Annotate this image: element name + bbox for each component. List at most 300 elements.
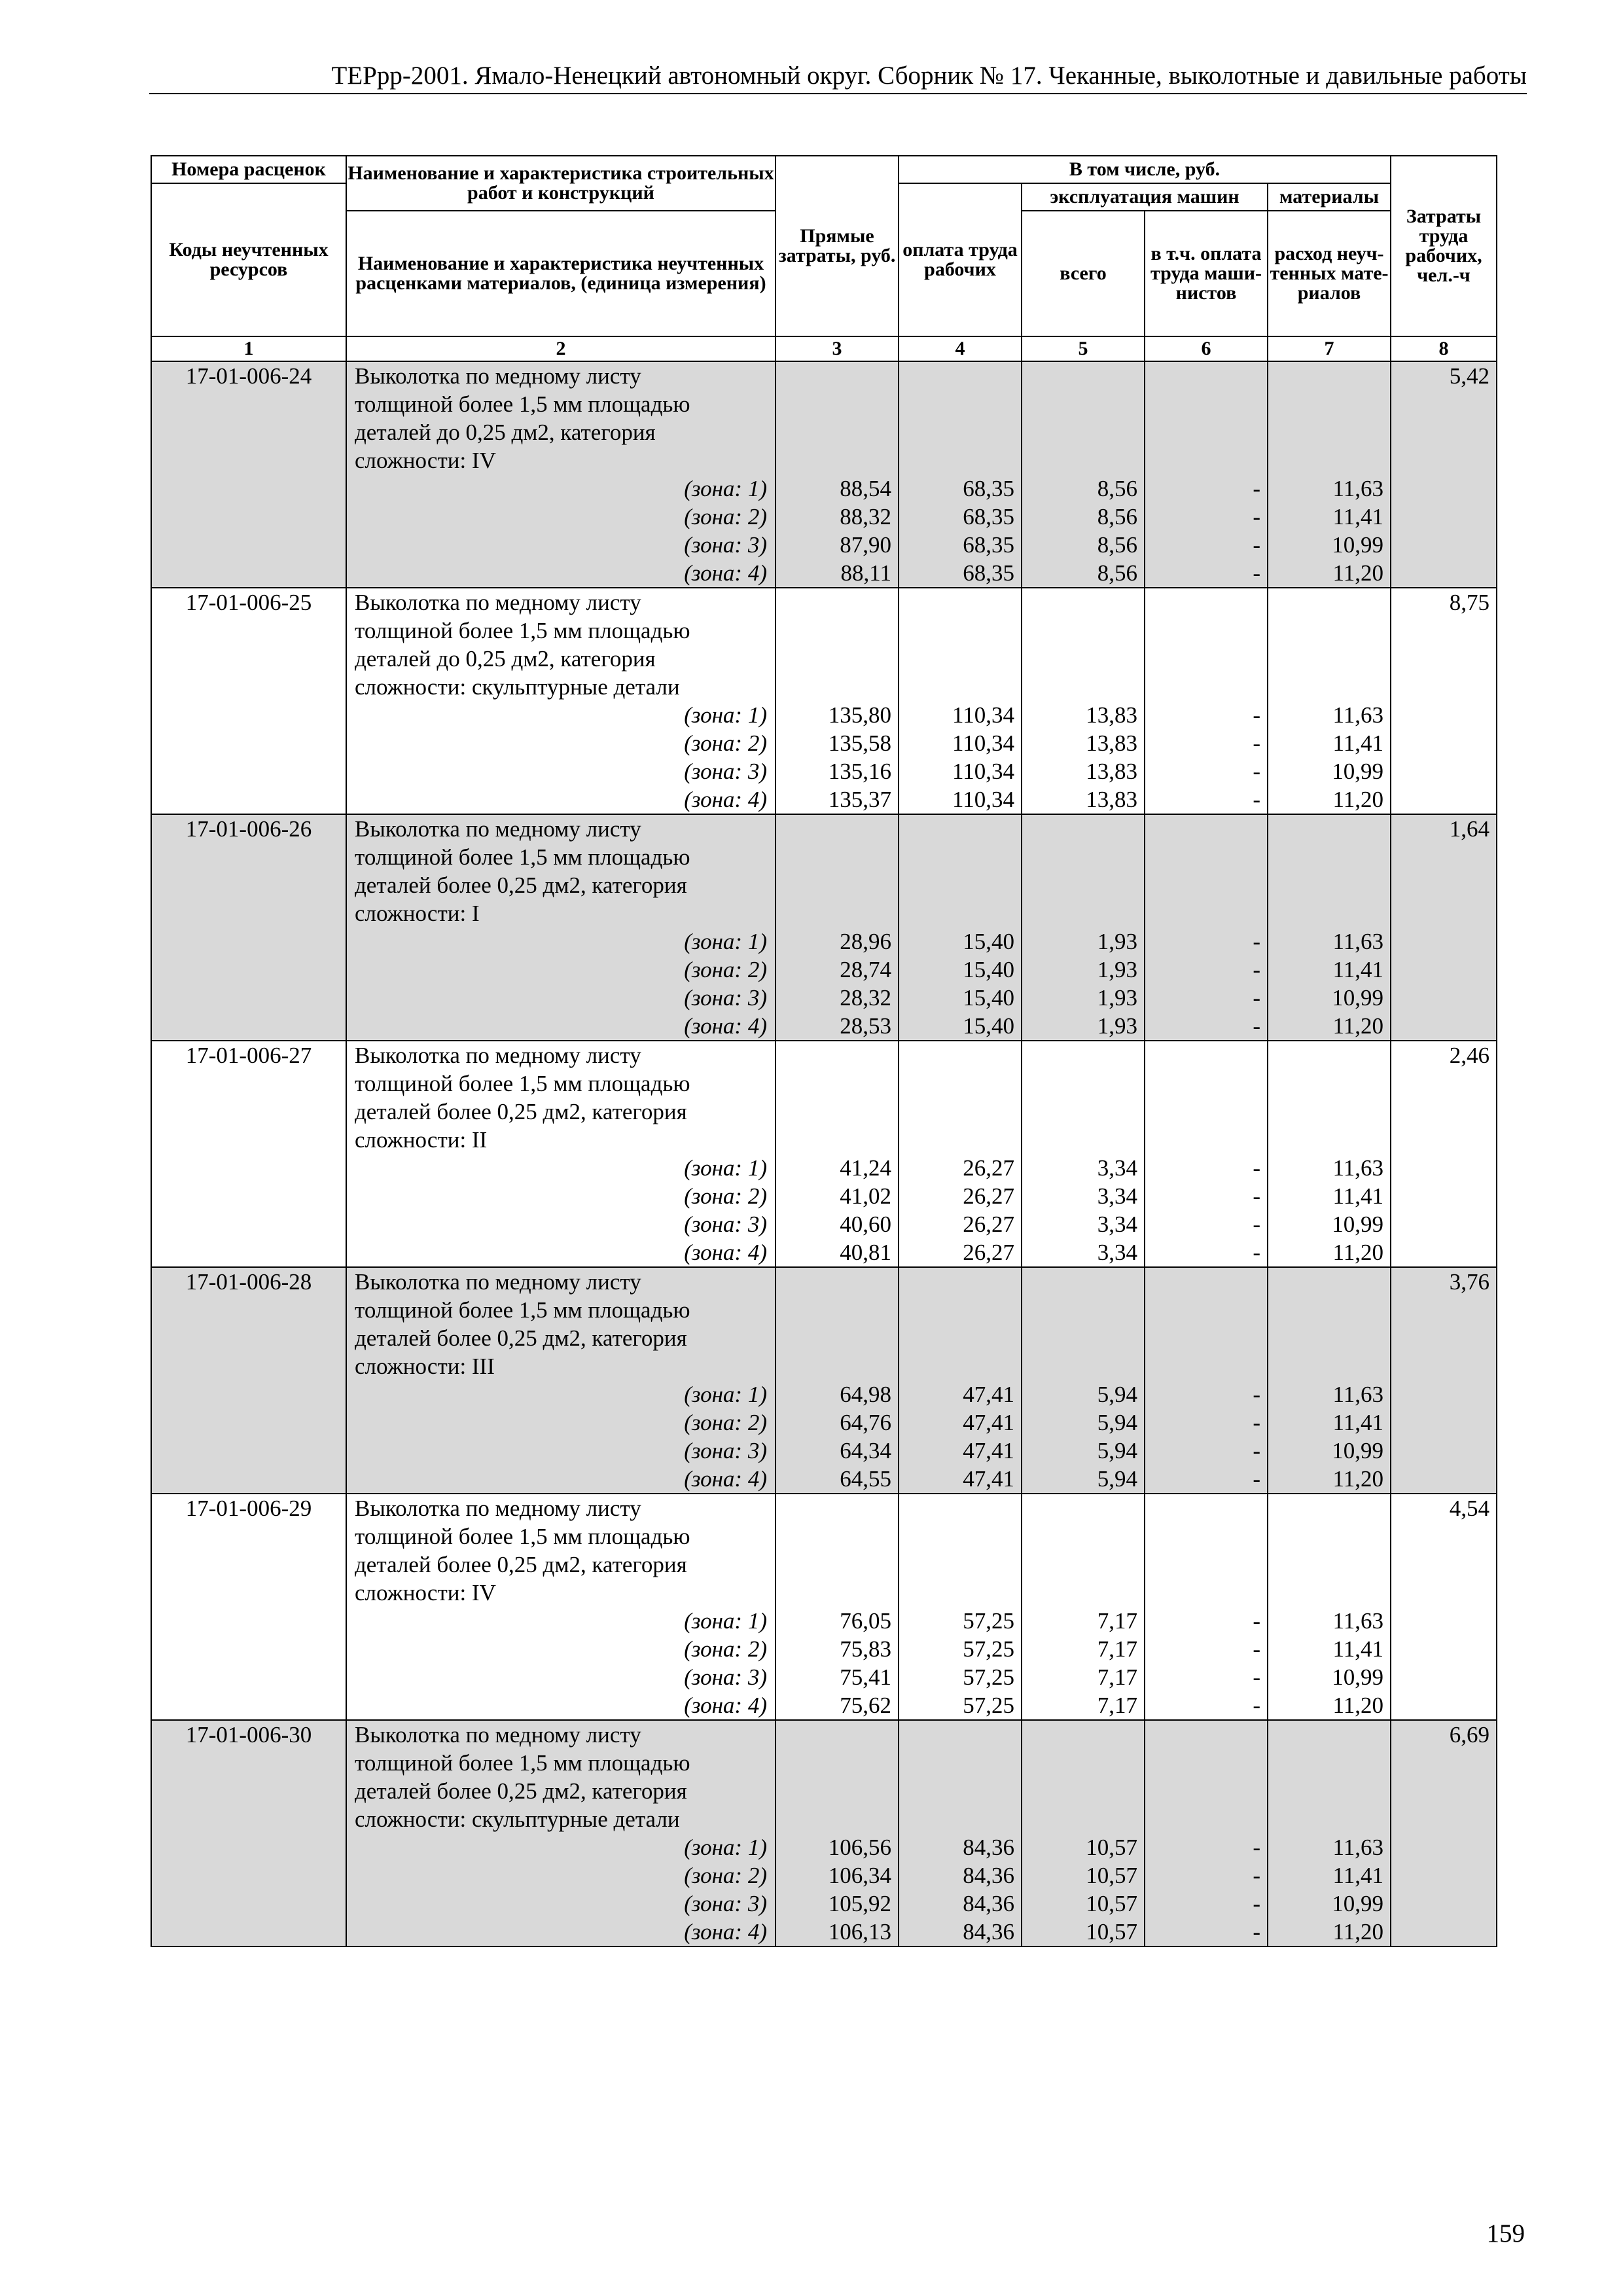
blank-spacer [1268, 1494, 1383, 1607]
description-line: деталей более 0,25 дм2, категория [355, 1552, 687, 1577]
direct-cost-value: 135,16 [828, 759, 891, 784]
machines-total-value: 3,34 [1097, 1240, 1137, 1265]
operator-wages-value: - [1253, 1693, 1260, 1718]
zone-label: (зона: 4) [684, 1240, 767, 1265]
labor-cost-value: 1,64 [1391, 814, 1497, 1041]
description-line: деталей более 0,25 дм2, категория [355, 1099, 687, 1124]
direct-cost-value-cell [776, 361, 899, 588]
machines-total-value: 10,57 [1086, 1891, 1137, 1916]
worker-wages-value: 110,34 [952, 730, 1014, 756]
machines-total-value-cell [1022, 361, 1145, 588]
zone-label: (зона: 1) [684, 1835, 767, 1860]
operator-wages-value-cell [1145, 1720, 1268, 1946]
description-line: Выколотка по медному листу [355, 1722, 641, 1748]
operator-wages-value: - [1253, 1891, 1260, 1916]
operator-wages-value: - [1253, 1664, 1260, 1690]
machines-total-value: 8,56 [1097, 476, 1137, 501]
operator-wages-value: - [1253, 1835, 1260, 1860]
material-consumption-value: 11,20 [1332, 1919, 1383, 1945]
rate-code: 17-01-006-29 [151, 1494, 346, 1720]
operator-wages-value: - [1253, 1211, 1260, 1237]
worker-wages-value: 68,35 [963, 504, 1014, 529]
operator-wages-value: - [1253, 787, 1260, 812]
description-line: толщиной более 1,5 мм площадью [355, 1524, 690, 1549]
direct-cost-value: 88,32 [840, 504, 891, 529]
table-row [151, 588, 1497, 814]
material-consumption-value: 11,41 [1332, 1863, 1383, 1888]
operator-wages-value-cell [1145, 1041, 1268, 1267]
material-consumption-value: 11,63 [1332, 1155, 1383, 1181]
machines-total-value: 7,17 [1097, 1664, 1137, 1690]
column-number: 3 [776, 336, 899, 361]
operator-wages-value-cell [1145, 588, 1268, 814]
page-header: ТЕРрр-2001. Ямало-Ненецкий автономный округ. Сборник № 17. Чеканные, выколотные и давильные работы [149, 60, 1527, 94]
operator-wages-value: - [1253, 1636, 1260, 1662]
operator-wages-value: - [1253, 702, 1260, 728]
machines-total-value: 5,94 [1097, 1466, 1137, 1492]
description-line: Выколотка по медному листу [355, 1043, 641, 1068]
direct-cost-value-cell [776, 814, 899, 1041]
header-materials: материалы [1268, 183, 1391, 211]
rate-description [346, 1494, 776, 1720]
direct-cost-value: 75,41 [840, 1664, 891, 1690]
worker-wages-value: 26,27 [963, 1240, 1014, 1265]
material-consumption-value: 10,99 [1332, 532, 1383, 558]
zone-label: (зона: 3) [684, 532, 767, 558]
operator-wages-value: - [1253, 1466, 1260, 1492]
blank-spacer [1145, 1494, 1260, 1607]
machines-total-value: 3,34 [1097, 1155, 1137, 1181]
column-number: 8 [1391, 336, 1497, 361]
direct-cost-value: 28,74 [840, 957, 891, 982]
header-labor-costs: Затраты труда рабочих, чел.-ч [1391, 156, 1497, 336]
zone-label: (зона: 2) [684, 1183, 767, 1209]
operator-wages-value-cell [1145, 1267, 1268, 1494]
worker-wages-value: 47,41 [963, 1466, 1014, 1492]
blank-spacer [776, 1721, 891, 1833]
machines-total-value: 7,17 [1097, 1693, 1137, 1718]
material-consumption-value: 11,41 [1332, 1183, 1383, 1209]
material-consumption-value: 11,63 [1332, 1608, 1383, 1634]
zone-label: (зона: 4) [684, 1013, 767, 1039]
direct-cost-value: 40,81 [840, 1240, 891, 1265]
material-consumption-value: 10,99 [1332, 1664, 1383, 1690]
machines-total-value: 7,17 [1097, 1608, 1137, 1634]
material-consumption-value: 11,41 [1332, 1636, 1383, 1662]
zone-label: (зона: 4) [684, 1693, 767, 1718]
direct-cost-value: 41,02 [840, 1183, 891, 1209]
machines-total-value: 5,94 [1097, 1410, 1137, 1435]
direct-cost-value: 75,62 [840, 1693, 891, 1718]
blank-spacer [899, 1494, 1014, 1607]
table-row [151, 1041, 1497, 1267]
operator-wages-value: - [1253, 1013, 1260, 1039]
direct-cost-value-cell [776, 1494, 899, 1720]
direct-cost-value: 76,05 [840, 1608, 891, 1634]
worker-wages-value: 57,25 [963, 1636, 1014, 1662]
machines-total-value: 8,56 [1097, 504, 1137, 529]
blank-spacer [1145, 815, 1260, 927]
material-consumption-value: 11,41 [1332, 1410, 1383, 1435]
blank-spacer [899, 362, 1014, 475]
header-including: В том числе, руб. [899, 156, 1391, 183]
zone-label: (зона: 1) [684, 1382, 767, 1407]
blank-spacer [899, 1268, 1014, 1380]
machines-total-value: 7,17 [1097, 1636, 1137, 1662]
zone-label: (зона: 2) [684, 1636, 767, 1662]
direct-cost-value: 105,92 [828, 1891, 891, 1916]
worker-wages-value: 47,41 [963, 1438, 1014, 1463]
worker-wages-value: 47,41 [963, 1382, 1014, 1407]
labor-cost-value: 4,54 [1391, 1494, 1497, 1720]
material-consumption-value-cell [1268, 361, 1391, 588]
blank-spacer [776, 362, 891, 475]
blank-spacer [1145, 1721, 1260, 1833]
table-row [151, 814, 1497, 1041]
direct-cost-value-cell [776, 1267, 899, 1494]
operator-wages-value: - [1253, 504, 1260, 529]
labor-cost-value: 8,75 [1391, 588, 1497, 814]
blank-spacer [1022, 588, 1137, 701]
zone-label: (зона: 3) [684, 1891, 767, 1916]
worker-wages-value: 84,36 [963, 1891, 1014, 1916]
zone-label: (зона: 4) [684, 560, 767, 586]
column-number: 4 [899, 336, 1022, 361]
blank-spacer [1022, 1041, 1137, 1154]
direct-cost-value: 64,34 [840, 1438, 891, 1463]
zone-label: (зона: 1) [684, 1155, 767, 1181]
worker-wages-value-cell [899, 588, 1022, 814]
material-consumption-value: 11,63 [1332, 476, 1383, 501]
worker-wages-value: 84,36 [963, 1919, 1014, 1945]
machines-total-value: 5,94 [1097, 1382, 1137, 1407]
worker-wages-value: 57,25 [963, 1608, 1014, 1634]
header-unaccounted-materials-name: Наименование и характеристика неучтенных расценками материалов, (единица измерения) [346, 211, 776, 336]
operator-wages-value: - [1253, 1608, 1260, 1634]
material-consumption-value-cell [1268, 1720, 1391, 1946]
machines-total-value: 13,83 [1086, 702, 1137, 728]
table-row [151, 1494, 1497, 1720]
material-consumption-value-cell [1268, 588, 1391, 814]
direct-cost-value: 64,98 [840, 1382, 891, 1407]
machines-total-value-cell [1022, 1494, 1145, 1720]
description-line: толщиной более 1,5 мм площадью [355, 1071, 690, 1096]
material-consumption-value: 11,63 [1332, 702, 1383, 728]
material-consumption-value-cell [1268, 1041, 1391, 1267]
material-consumption-value: 11,41 [1332, 504, 1383, 529]
direct-cost-value: 64,55 [840, 1466, 891, 1492]
operator-wages-value: - [1253, 1183, 1260, 1209]
machines-total-value-cell [1022, 814, 1145, 1041]
header-worker-wages: оплата труда рабочих [899, 183, 1022, 336]
worker-wages-value: 57,25 [963, 1693, 1014, 1718]
blank-spacer [1145, 588, 1260, 701]
worker-wages-value: 57,25 [963, 1664, 1014, 1690]
machines-total-value: 1,93 [1097, 1013, 1137, 1039]
zone-label: (зона: 4) [684, 787, 767, 812]
labor-cost-value: 2,46 [1391, 1041, 1497, 1267]
worker-wages-value-cell [899, 361, 1022, 588]
rate-code: 17-01-006-24 [151, 361, 346, 588]
direct-cost-value: 106,34 [828, 1863, 891, 1888]
description-line: сложности: скульптурные детали [355, 1806, 680, 1832]
operator-wages-value: - [1253, 730, 1260, 756]
description-line: сложности: скульптурные детали [355, 674, 680, 700]
material-consumption-value: 10,99 [1332, 1891, 1383, 1916]
rate-description [346, 1720, 776, 1946]
blank-spacer [1145, 362, 1260, 475]
material-consumption-value: 11,20 [1332, 1013, 1383, 1039]
labor-cost-value: 3,76 [1391, 1267, 1497, 1494]
header-direct-costs: Прямые затраты, руб. [776, 156, 899, 336]
blank-spacer [1145, 1041, 1260, 1154]
worker-wages-value-cell [899, 1267, 1022, 1494]
machines-total-value-cell [1022, 588, 1145, 814]
operator-wages-value: - [1253, 1919, 1260, 1945]
worker-wages-value: 15,40 [963, 957, 1014, 982]
column-number: 5 [1022, 336, 1145, 361]
header-machines-total: всего [1022, 211, 1145, 336]
material-consumption-value: 11,63 [1332, 929, 1383, 954]
material-consumption-value: 11,20 [1332, 560, 1383, 586]
worker-wages-value: 110,34 [952, 702, 1014, 728]
zone-label: (зона: 3) [684, 1664, 767, 1690]
rate-code: 17-01-006-30 [151, 1720, 346, 1946]
operator-wages-value: - [1253, 759, 1260, 784]
operator-wages-value: - [1253, 1410, 1260, 1435]
blank-spacer [899, 1041, 1014, 1154]
worker-wages-value: 68,35 [963, 476, 1014, 501]
rate-code: 17-01-006-27 [151, 1041, 346, 1267]
operator-wages-value: - [1253, 929, 1260, 954]
direct-cost-value: 135,80 [828, 702, 891, 728]
blank-spacer [899, 588, 1014, 701]
header-work-name: Наименование и характеристика строительных работ и конструкций [346, 156, 776, 211]
blank-spacer [1268, 1721, 1383, 1833]
operator-wages-value: - [1253, 1155, 1260, 1181]
rate-description [346, 1041, 776, 1267]
zone-label: (зона: 1) [684, 702, 767, 728]
worker-wages-value: 84,36 [963, 1835, 1014, 1860]
description-line: Выколотка по медному листу [355, 1496, 641, 1521]
material-consumption-value: 10,99 [1332, 1438, 1383, 1463]
direct-cost-value: 135,58 [828, 730, 891, 756]
machines-total-value: 3,34 [1097, 1211, 1137, 1237]
operator-wages-value: - [1253, 985, 1260, 1011]
header-machine-operation: эксплуатация машин [1022, 183, 1268, 211]
column-number: 2 [346, 336, 776, 361]
operator-wages-value: - [1253, 560, 1260, 586]
blank-spacer [1022, 1268, 1137, 1380]
worker-wages-value-cell [899, 814, 1022, 1041]
operator-wages-value: - [1253, 1382, 1260, 1407]
worker-wages-value: 68,35 [963, 560, 1014, 586]
machines-total-value: 8,56 [1097, 560, 1137, 586]
machines-total-value: 10,57 [1086, 1863, 1137, 1888]
column-number: 1 [151, 336, 346, 361]
labor-cost-value: 5,42 [1391, 361, 1497, 588]
worker-wages-value: 15,40 [963, 1013, 1014, 1039]
zone-label: (зона: 2) [684, 957, 767, 982]
machines-total-value-cell [1022, 1720, 1145, 1946]
zone-label: (зона: 2) [684, 1863, 767, 1888]
worker-wages-value-cell [899, 1041, 1022, 1267]
direct-cost-value-cell [776, 588, 899, 814]
table-row [151, 1720, 1497, 1946]
description-line: деталей более 0,25 дм2, категория [355, 1325, 687, 1351]
labor-cost-value: 6,69 [1391, 1720, 1497, 1946]
direct-cost-value: 106,13 [828, 1919, 891, 1945]
blank-spacer [776, 815, 891, 927]
worker-wages-value-cell [899, 1720, 1022, 1946]
worker-wages-value: 26,27 [963, 1155, 1014, 1181]
blank-spacer [1268, 815, 1383, 927]
description-line: Выколотка по медному листу [355, 590, 641, 615]
rate-description [346, 814, 776, 1041]
description-line: сложности: II [355, 1127, 488, 1153]
zone-label: (зона: 4) [684, 1466, 767, 1492]
operator-wages-value-cell [1145, 814, 1268, 1041]
description-line: Выколотка по медному листу [355, 816, 641, 842]
zone-label: (зона: 3) [684, 985, 767, 1011]
description-line: толщиной более 1,5 мм площадью [355, 391, 690, 417]
description-line: деталей более 0,25 дм2, категория [355, 872, 687, 898]
operator-wages-value: - [1253, 476, 1260, 501]
machines-total-value: 13,83 [1086, 787, 1137, 812]
machines-total-value: 5,94 [1097, 1438, 1137, 1463]
zone-label: (зона: 4) [684, 1919, 767, 1945]
zone-label: (зона: 2) [684, 504, 767, 529]
table-header [151, 156, 1497, 361]
description-line: сложности: IV [355, 448, 496, 473]
blank-spacer [899, 815, 1014, 927]
rate-code: 17-01-006-26 [151, 814, 346, 1041]
description-line: толщиной более 1,5 мм площадью [355, 1750, 690, 1776]
operator-wages-value: - [1253, 1240, 1260, 1265]
direct-cost-value: 40,60 [840, 1211, 891, 1237]
direct-cost-value: 88,54 [840, 476, 891, 501]
zone-label: (зона: 2) [684, 1410, 767, 1435]
machines-total-value: 3,34 [1097, 1183, 1137, 1209]
material-consumption-value: 11,63 [1332, 1835, 1383, 1860]
direct-cost-value-cell [776, 1720, 899, 1946]
machines-total-value-cell [1022, 1041, 1145, 1267]
description-line: сложности: III [355, 1354, 495, 1379]
blank-spacer [1022, 362, 1137, 475]
worker-wages-value: 15,40 [963, 985, 1014, 1011]
rates-table [151, 155, 1497, 1947]
material-consumption-value: 11,41 [1332, 730, 1383, 756]
operator-wages-value: - [1253, 957, 1260, 982]
worker-wages-value: 26,27 [963, 1211, 1014, 1237]
material-consumption-value: 10,99 [1332, 985, 1383, 1011]
header-resource-codes: Коды неучтенных ресурсов [151, 183, 346, 336]
description-line: сложности: I [355, 901, 480, 926]
machines-total-value: 1,93 [1097, 985, 1137, 1011]
direct-cost-value: 75,83 [840, 1636, 891, 1662]
description-line: деталей до 0,25 дм2, категория [355, 646, 656, 672]
machines-total-value: 10,57 [1086, 1919, 1137, 1945]
blank-spacer [899, 1721, 1014, 1833]
header-material-consumption: расход неуч-тенных мате-риалов [1268, 211, 1391, 336]
description-line: Выколотка по медному листу [355, 363, 641, 389]
description-line: толщиной более 1,5 мм площадью [355, 844, 690, 870]
rate-code: 17-01-006-28 [151, 1267, 346, 1494]
machines-total-value: 8,56 [1097, 532, 1137, 558]
machines-total-value: 10,57 [1086, 1835, 1137, 1860]
material-consumption-value: 11,41 [1332, 957, 1383, 982]
blank-spacer [1268, 362, 1383, 475]
blank-spacer [776, 1268, 891, 1380]
material-consumption-value: 11,20 [1332, 787, 1383, 812]
direct-cost-value: 135,37 [828, 787, 891, 812]
direct-cost-value: 41,24 [840, 1155, 891, 1181]
worker-wages-value: 47,41 [963, 1410, 1014, 1435]
direct-cost-value: 64,76 [840, 1410, 891, 1435]
rate-description [346, 361, 776, 588]
operator-wages-value-cell [1145, 1494, 1268, 1720]
blank-spacer [776, 588, 891, 701]
material-consumption-value: 11,63 [1332, 1382, 1383, 1407]
direct-cost-value: 106,56 [828, 1835, 891, 1860]
header-rate-numbers: Номера расценок [151, 156, 346, 183]
header-operator-wages: в т.ч. оплата труда маши-нистов [1145, 211, 1268, 336]
zone-label: (зона: 2) [684, 730, 767, 756]
operator-wages-value-cell [1145, 361, 1268, 588]
description-line: деталей до 0,25 дм2, категория [355, 420, 656, 445]
machines-total-value: 13,83 [1086, 759, 1137, 784]
description-line: толщиной более 1,5 мм площадью [355, 618, 690, 643]
zone-label: (зона: 1) [684, 1608, 767, 1634]
worker-wages-value: 84,36 [963, 1863, 1014, 1888]
column-number: 6 [1145, 336, 1268, 361]
blank-spacer [1268, 1041, 1383, 1154]
description-line: сложности: IV [355, 1580, 496, 1605]
blank-spacer [776, 1494, 891, 1607]
direct-cost-value: 28,53 [840, 1013, 891, 1039]
machines-total-value: 13,83 [1086, 730, 1137, 756]
zone-label: (зона: 3) [684, 1211, 767, 1237]
description-line: Выколотка по медному листу [355, 1269, 641, 1295]
material-consumption-value: 10,99 [1332, 1211, 1383, 1237]
worker-wages-value: 15,40 [963, 929, 1014, 954]
zone-label: (зона: 1) [684, 929, 767, 954]
worker-wages-value: 110,34 [952, 787, 1014, 812]
machines-total-value-cell [1022, 1267, 1145, 1494]
blank-spacer [1022, 1494, 1137, 1607]
blank-spacer [776, 1041, 891, 1154]
blank-spacer [1145, 1268, 1260, 1380]
machines-total-value: 1,93 [1097, 957, 1137, 982]
zone-label: (зона: 3) [684, 759, 767, 784]
description-line: толщиной более 1,5 мм площадью [355, 1297, 690, 1323]
material-consumption-value-cell [1268, 814, 1391, 1041]
rate-description [346, 588, 776, 814]
page-number: 159 [1486, 2219, 1525, 2248]
direct-cost-value-cell [776, 1041, 899, 1267]
machines-total-value: 1,93 [1097, 929, 1137, 954]
rate-description [346, 1267, 776, 1494]
direct-cost-value: 28,32 [840, 985, 891, 1011]
material-consumption-value: 10,99 [1332, 759, 1383, 784]
column-number: 7 [1268, 336, 1391, 361]
blank-spacer [1022, 1721, 1137, 1833]
material-consumption-value-cell [1268, 1494, 1391, 1720]
direct-cost-value: 28,96 [840, 929, 891, 954]
zone-label: (зона: 3) [684, 1438, 767, 1463]
blank-spacer [1022, 815, 1137, 927]
table-row [151, 1267, 1497, 1494]
